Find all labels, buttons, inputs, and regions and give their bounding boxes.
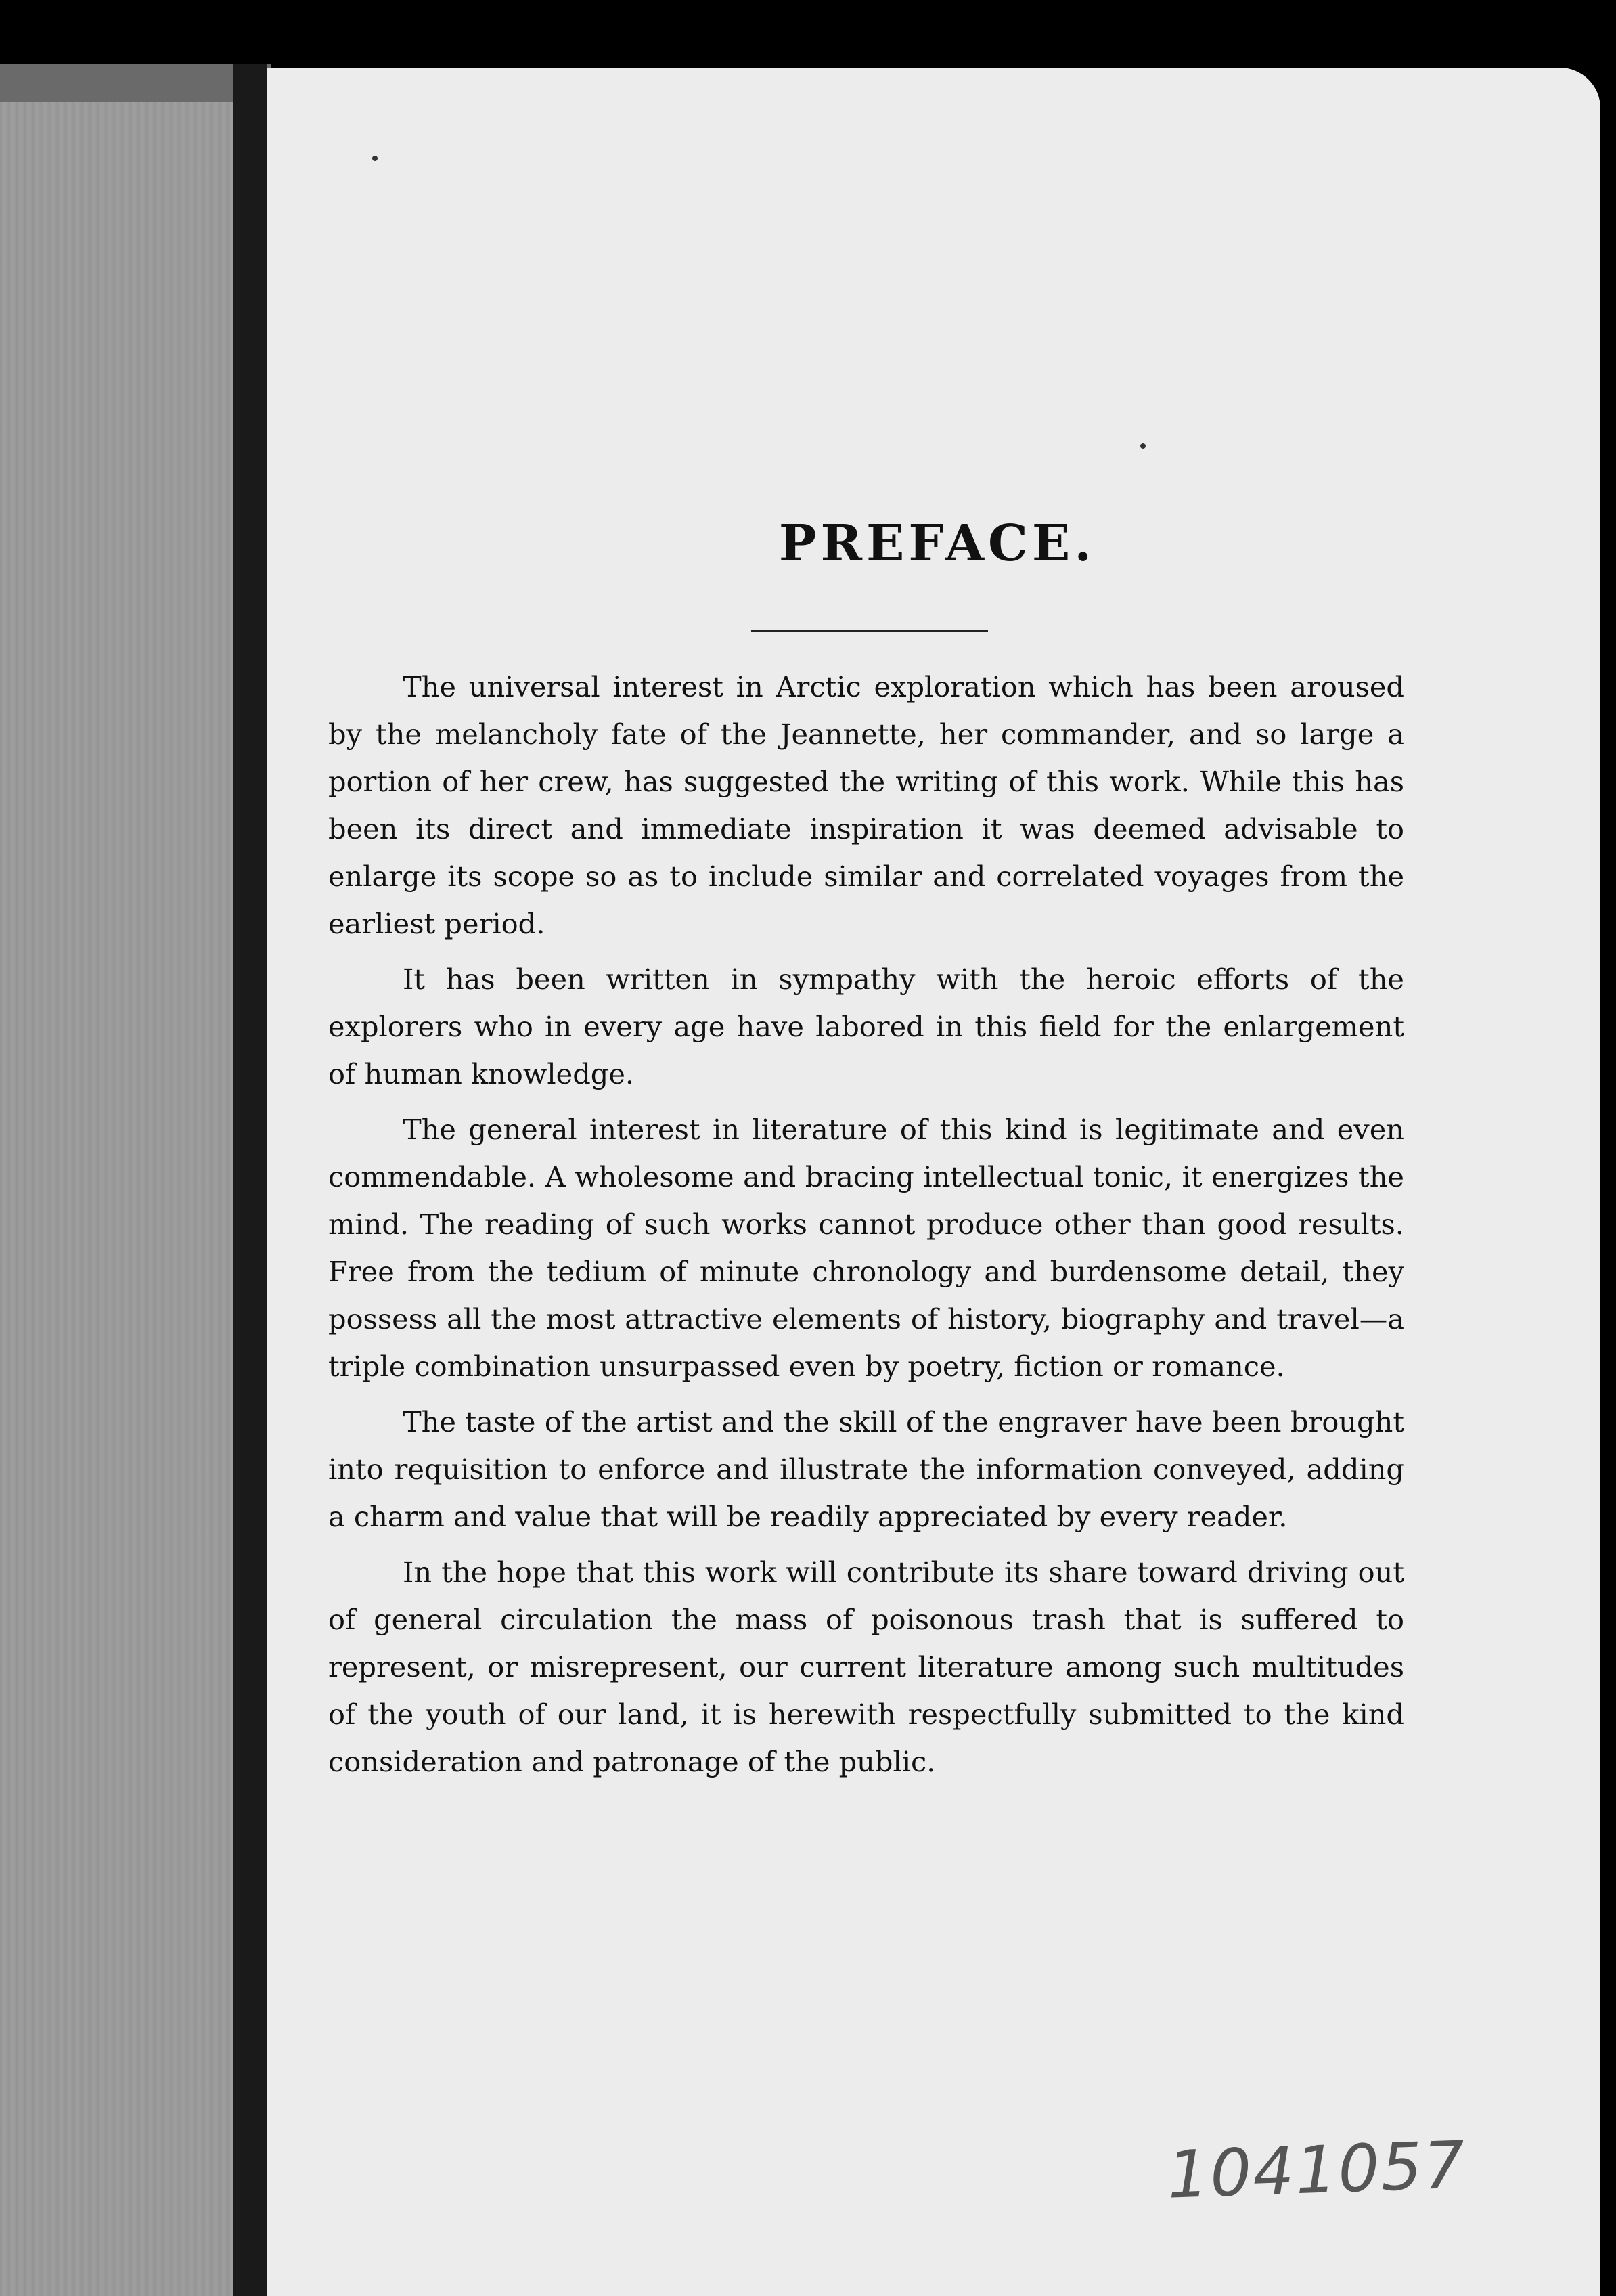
- page-title: PREFACE.: [778, 514, 1096, 573]
- speck-mark: [372, 156, 378, 161]
- binding-texture: [0, 64, 233, 2296]
- binding-top-edge: [0, 64, 271, 102]
- binding-gutter: [233, 64, 267, 2296]
- paragraph-4: The taste of the artist and the skill of the engraver have been brought into requisition to enforce and illustrate the information conveyed, adding a charm and value that will be readily appreciated by every reader.: [328, 1405, 1404, 1533]
- paragraph-1: The universal interest in Arctic exploration which has been aroused by the melancholy fate of the Jeannette, her commander, and so large a portion of her crew, has suggested the writing of this work. While this has been its direct and immediate inspiration it was deemed advisable to enlarge its scope so as to include similar and correlated voyages from the earliest period.: [328, 670, 1404, 940]
- paragraph-5: In the hope that this work will contribute its share toward driving out of general circulation the mass of poisonous trash that is suffered to represent, or misrepresent, our current literature among such multitudes of the youth of our land, it is herewith respectfully submitted to the kind consideration and patronage of the public.: [328, 1555, 1404, 1778]
- preface-body: [328, 663, 1404, 1794]
- paragraph-3: The general interest in literature of this kind is legitimate and even commendable. A wholesome and bracing intellectual tonic, it energizes the mind. The reading of such works cannot produce other than good results. Free from the tedium of minute chronology and burdensome detail, they possess all the most attractive elements of history, biography and travel—a triple combination unsurpassed even by poetry, fiction or romance.: [328, 1113, 1404, 1383]
- handwritten-catalog-number: 1041057: [1166, 2127, 1468, 2213]
- paragraph-2: It has been written in sympathy with the heroic efforts of the explorers who in every age have labored in this field for the enlargement of human knowledge.: [328, 963, 1404, 1090]
- title-rule: [751, 630, 988, 632]
- book-page: [267, 68, 1600, 2296]
- speck-mark: [1140, 443, 1146, 449]
